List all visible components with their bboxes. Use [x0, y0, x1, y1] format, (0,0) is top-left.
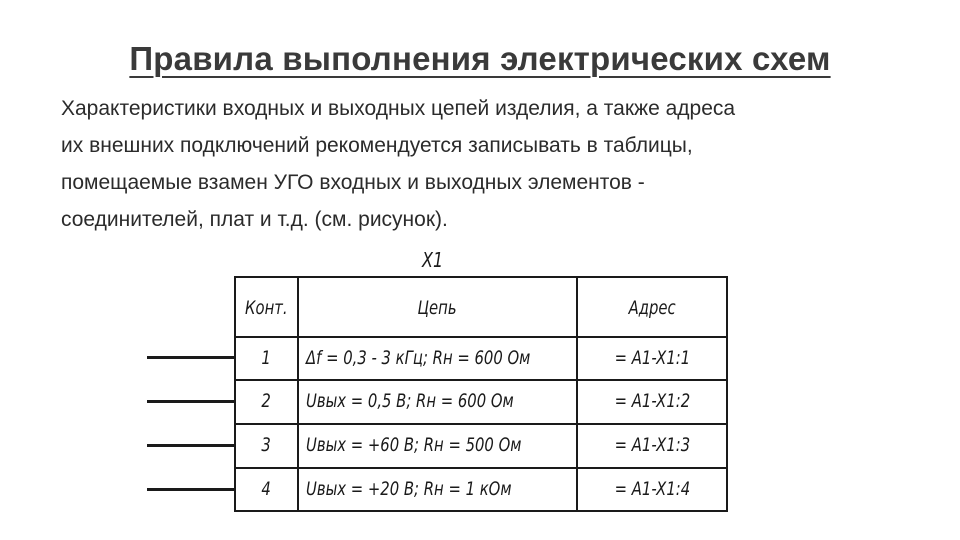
slide-title: Правила выполнения электрических схем [129, 40, 831, 77]
paragraph-line: Характеристики входных и выходных цепей изделия, а также адреса [61, 97, 736, 120]
paragraph-line: соединителей, плат и т.д. (см. рисунок). [61, 208, 448, 231]
lead-line [147, 400, 235, 403]
row-contact: 3 [261, 434, 272, 456]
header-circuit: Цепь [417, 297, 458, 319]
row-circuit: Uвых = +60 В; Rн = 500 Ом [306, 434, 522, 456]
row-address: = A1-X1:1 [614, 347, 690, 369]
header-address: Адрес [628, 297, 676, 319]
row-circuit: Uвых = 0,5 В; Rн = 600 Ом [306, 390, 514, 412]
row-circuit: Uвых = +20 В; Rн = 1 кОм [306, 478, 512, 500]
lead-line [147, 488, 235, 491]
lead-line [147, 444, 235, 447]
row-address: = A1-X1:2 [614, 390, 690, 412]
row-address: = A1-X1:3 [614, 434, 690, 456]
header-contact: Конт. [245, 297, 288, 319]
row-contact: 2 [261, 390, 272, 412]
row-contact: 1 [261, 347, 272, 369]
row-circuit: Δf = 0,3 - 3 кГц; Rн = 600 Ом [306, 347, 531, 369]
paragraph-line: помещаемые взамен УГО входных и выходных элементов - [61, 171, 645, 194]
row-contact: 4 [261, 478, 272, 500]
table-reference-label: X1 [422, 248, 444, 272]
row-address: = A1-X1:4 [614, 478, 690, 500]
lead-line [147, 356, 235, 359]
paragraph-line: их внешних подключений рекомендуется записывать в таблицы, [61, 134, 693, 157]
